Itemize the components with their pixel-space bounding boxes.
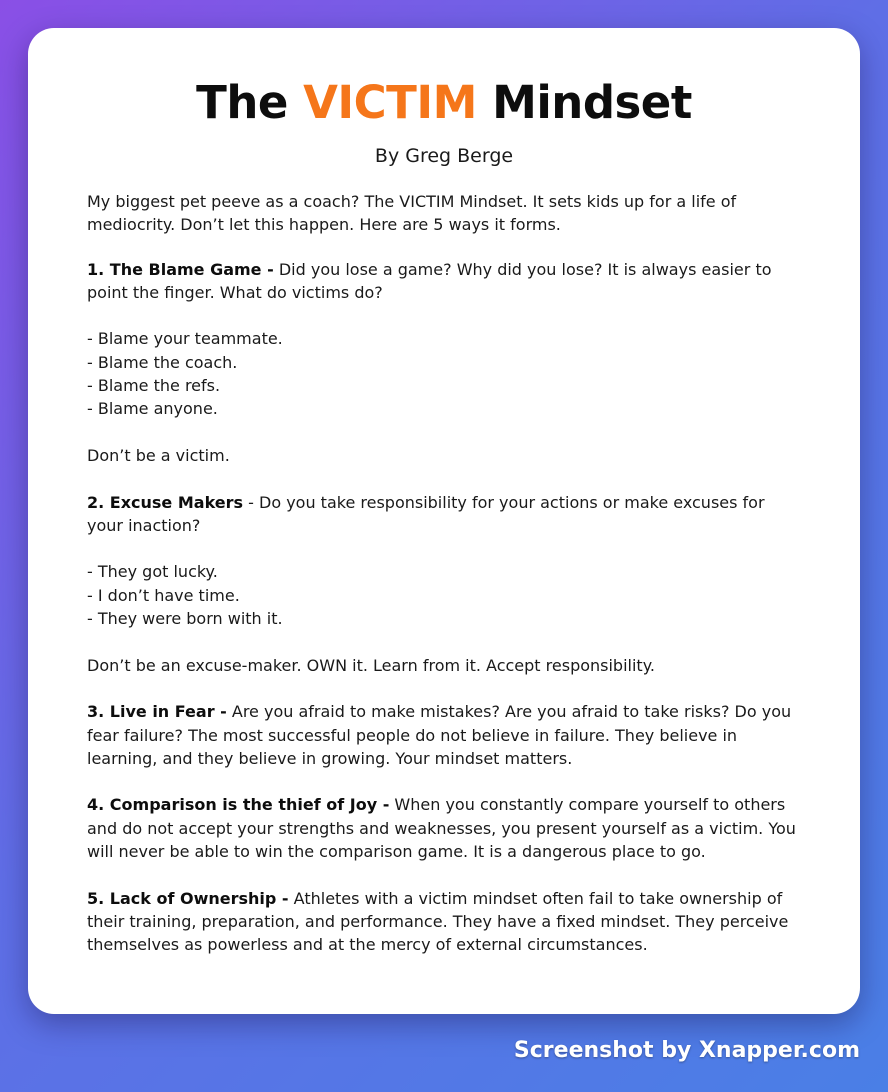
section-3-heading: 3. Live in Fear - [87,702,227,722]
article-title [87,28,801,130]
section-5-heading: 5. Lack of Ownership - [87,888,289,908]
section-1-text: Did you lose a game? Why did you lose? It is always easier to point the finger. What do victims do? [87,259,772,302]
byline: By Greg Berge [374,145,514,167]
section-2-bullet-3: - They were born with it. [87,609,283,629]
section-4-heading: 4. Comparison is the thief of Joy - [87,795,390,815]
section-2-bullet-2: - I don’t have time. [87,585,240,605]
section-2-paragraph [87,491,801,538]
article-body [87,190,801,957]
section-1-heading: 1. The Blame Game - [87,259,274,279]
section-5-text: Athletes with a victim mindset often fail to take ownership of their training, preparation, and performance. They have a fixed mindset. They perceive themselves as powerless and at the mercy of external circumstances. [87,888,789,955]
watermark: Screenshot by Xnapper.com [513,1038,860,1063]
title-suffix: Mindset [476,76,692,129]
section-2-heading: 2. Excuse Makers [87,492,244,512]
section-1-bullet-3: - Blame the refs. [87,376,221,396]
section-3-text: Are you afraid to make mistakes? Are you afraid to take risks? Do you fear failure? The most successful people do not believe in failure. They believe in learning, and they believe in growing. Your mindset matters. [87,702,792,768]
section-4-text: When you constantly compare yourself to others and do not accept your strengths and weaknesses, you present yourself as a victim. You will never be able to win the comparison game. It is a dangerous place to go. [87,795,796,862]
section-2-text: - Do you take responsibility for your actions or make excuses for your inaction? [87,492,765,535]
section-1-paragraph [87,258,801,305]
title-prefix: The [196,76,304,129]
article-card [28,28,860,1014]
section-1-bullet-4: - Blame anyone. [87,399,218,419]
section-3-paragraph [87,700,801,770]
section-1-bullet-2: - Blame the coach. [87,352,238,372]
section-1-closing: Don’t be a victim. [87,445,230,465]
section-2-bullet-1: - They got lucky. [87,562,218,582]
section-1-bullet-1: - Blame your teammate. [87,329,283,349]
section-5-paragraph [87,887,801,957]
section-4-paragraph [87,793,801,863]
title-accent: VICTIM [303,76,477,129]
section-2-closing: Don’t be an excuse-maker. OWN it. Learn from it. Accept responsibility. [87,655,655,675]
intro-paragraph: My biggest pet peeve as a coach? The VICTIM Mindset. It sets kids up for a life of mediocrity. Don’t let this happen. Here are 5 ways it forms. [87,192,737,235]
